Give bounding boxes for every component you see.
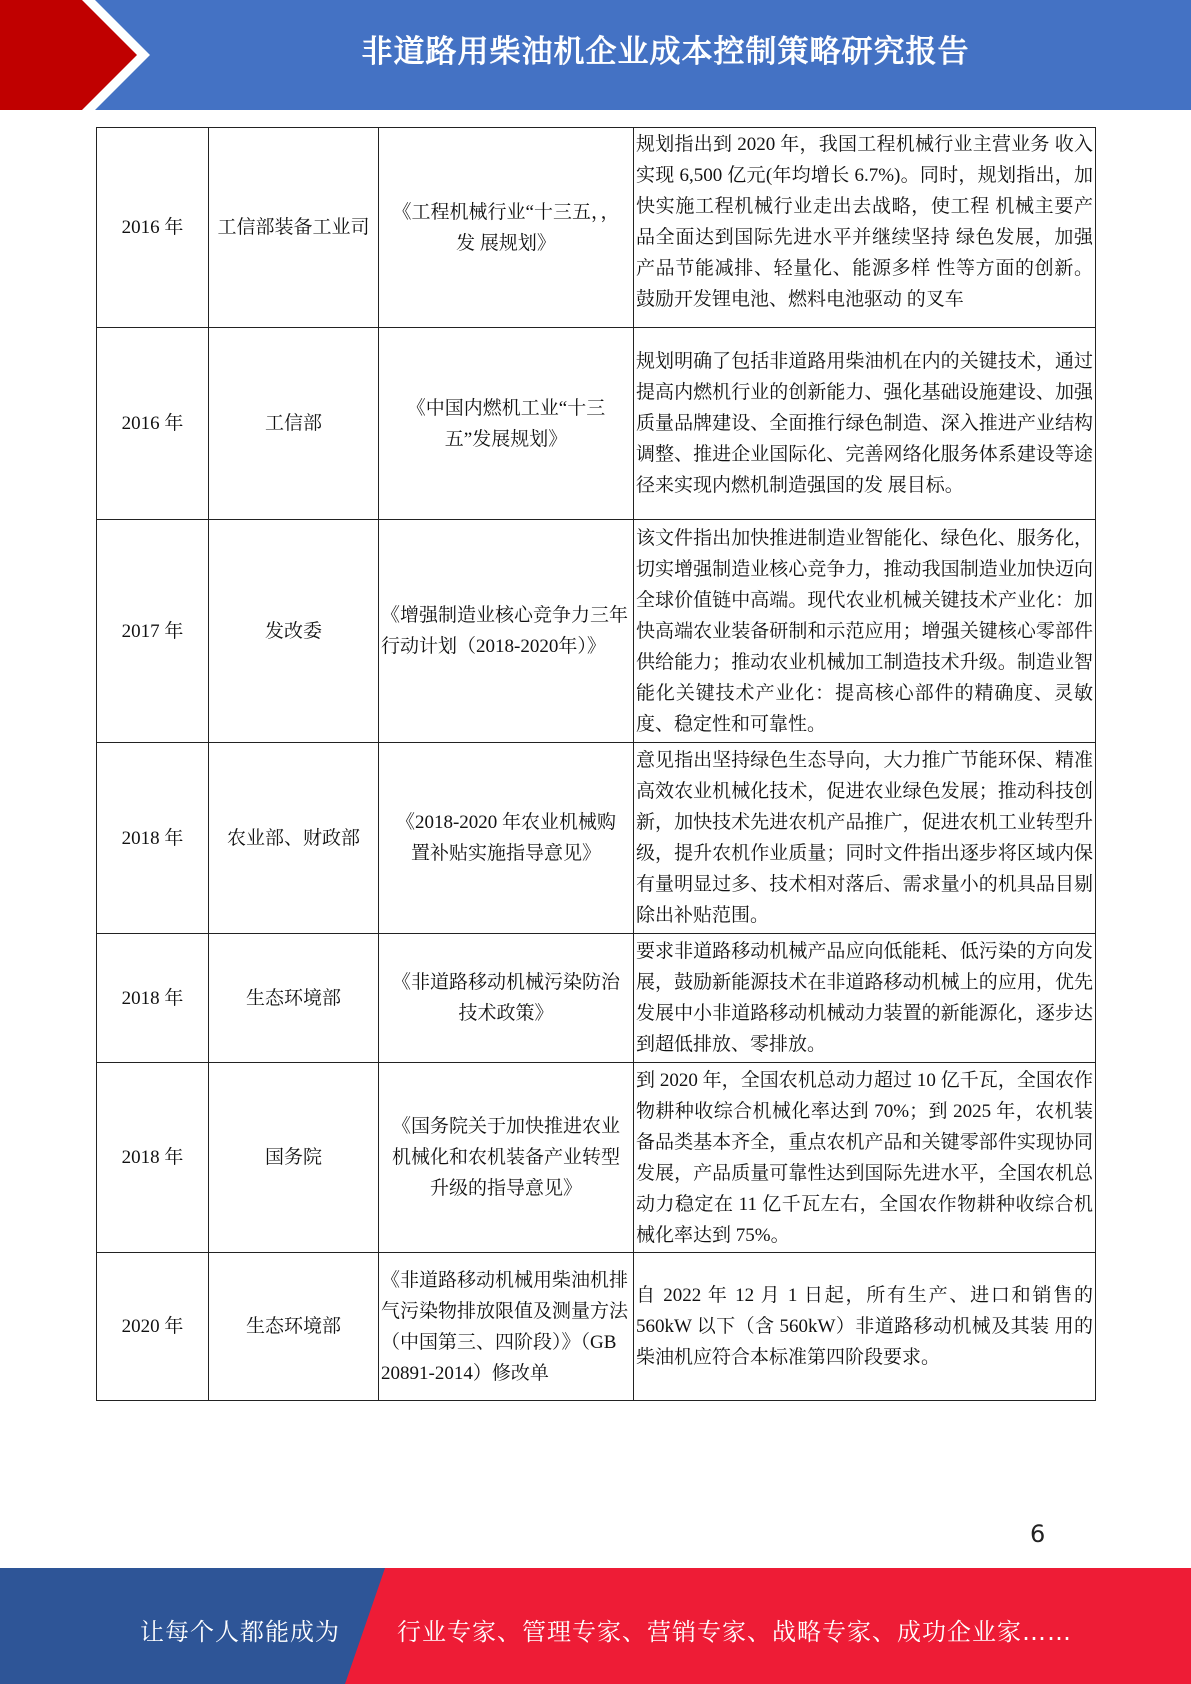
document-title-cell: 《中国内燃机工业“十三五”发展规划》 bbox=[379, 328, 634, 520]
content-text: 规划指出到 2020 年，我国工程机械行业主营业务 收入实现 6,500 亿元(年均增长 6.7%)。同时，规划指出，加快实施工程机械行业走出去战略，使工程 机械主要产品全面达到国际先进水平并继续坚持 绿色发展，加强产品节能减排、轻量化、能源多样 性等方面的创新。鼓励开发锂电池、燃料电池驱动 的叉车 bbox=[636, 134, 1093, 310]
dept-cell: 国务院 bbox=[209, 1063, 379, 1253]
table-row bbox=[97, 1063, 1096, 1253]
year-cell: 2017 年 bbox=[97, 520, 209, 743]
year-cell: 2018 年 bbox=[97, 743, 209, 934]
dept-cell: 发改委 bbox=[209, 520, 379, 743]
page-footer bbox=[0, 1568, 1191, 1684]
year-cell: 2018 年 bbox=[97, 1063, 209, 1253]
year-cell: 2018 年 bbox=[97, 934, 209, 1063]
content-cell: 意见指出坚持绿色生态导向，大力推广节能环保、精准高效农业机械化技术，促进农业绿色发展；推动科技创新，加快技术先进农机产品推广，促进农机工业转型升级，提升农机作业质量；同时文件指出逐步将区域内保有量明显过多、技术相对落后、需求量小的机具品目剔除出补贴范围。 bbox=[634, 743, 1096, 934]
table-row bbox=[97, 328, 1096, 520]
document-title-cell: 《2018-2020 年农业机械购置补贴实施指导意见》 bbox=[379, 743, 634, 934]
dept-cell: 生态环境部 bbox=[209, 934, 379, 1063]
dept-cell: 生态环境部 bbox=[209, 1253, 379, 1401]
report-title: 非道路用柴油机企业成本控制策略研究报告 bbox=[361, 34, 970, 70]
table-row bbox=[97, 520, 1096, 743]
content-cell bbox=[634, 128, 1096, 328]
table-row bbox=[97, 743, 1096, 934]
table-row bbox=[97, 934, 1096, 1063]
document-title-cell: 《增强制造业核心竞争力三年行动计划（2018-2020年）》 bbox=[379, 520, 634, 743]
year-cell: 2020 年 bbox=[97, 1253, 209, 1401]
document-title-cell: 《非道路移动机械污染防治技术政策》 bbox=[379, 934, 634, 1063]
page-header bbox=[0, 0, 1191, 110]
year-cell: 2016 年 bbox=[97, 328, 209, 520]
content-cell: 要求非道路移动机械产品应向低能耗、低污染的方向发展，鼓励新能源技术在非道路移动机械上的应用，优先发展中小非道路移动机械动力装置的新能源化，逐步达到超低排放、零排放。 bbox=[634, 934, 1096, 1063]
content-cell: 自 2022 年 12 月 1 日起，所有生产、进口和销售的 560kW 以下（含 560kW）非道路移动机械及其装 用的柴油机应符合本标准第四阶段要求。 bbox=[634, 1253, 1096, 1401]
document-title-cell: 《工程机械行业“十三五，，发 展规划》 bbox=[379, 128, 634, 328]
footer-slogan-left: 让每个人都能成为 bbox=[140, 1618, 340, 1646]
dept-cell: 农业部、财政部 bbox=[209, 743, 379, 934]
content-cell: 到 2020 年，全国农机总动力超过 10 亿千瓦，全国农作物耕种收综合机械化率达到 70%；到 2025 年，农机装备品类基本齐全，重点农机产品和关键零部件实现协同发展，产品质量可靠性达到国际先进水平，全国农机总动力稳定在 11 亿千瓦左右，全国农作物耕种收综合机械化率达到 75%。 bbox=[634, 1063, 1096, 1253]
table-row bbox=[97, 128, 1096, 328]
footer-slogan-right: 行业专家、管理专家、营销专家、战略专家、成功企业家…… bbox=[397, 1618, 1072, 1646]
year-cell: 2016 年 bbox=[97, 128, 209, 328]
table-row bbox=[97, 1253, 1096, 1401]
policy-table bbox=[96, 127, 1095, 1401]
dept-cell: 工信部 bbox=[209, 328, 379, 520]
document-title-cell: 《非道路移动机械用柴油机排气污染物排放限值及测量方法（中国第三、四阶段）》（GB 20891-2014）修改单 bbox=[379, 1253, 634, 1401]
page-number: 6 bbox=[1030, 1520, 1046, 1548]
content-cell: 规划明确了包括非道路用柴油机在内的关键技术，通过提高内燃机行业的创新能力、强化基础设施建设、加强质量品牌建设、全面推行绿色制造、深入推进产业结构调整、推进企业国际化、完善网络化服务体系建设等途径来实现内燃机制造强国的发 展目标。 bbox=[634, 328, 1096, 520]
content-cell: 该文件指出加快推进制造业智能化、绿色化、服务化，切实增强制造业核心竞争力，推动我国制造业加快迈向全球价值链中高端。现代农业机械关键技术产业化：加快高端农业装备研制和示范应用；增强关键核心零部件供给能力；推动农业机械加工制造技术升级。制造业智能化关键技术产业化：提高核心部件的精确度、灵敏度、稳定性和可靠性。 bbox=[634, 520, 1096, 743]
dept-cell: 工信部装备工业司 bbox=[209, 128, 379, 328]
document-title-cell: 《国务院关于加快推进农业机械化和农机装备产业转型升级的指导意见》 bbox=[379, 1063, 634, 1253]
